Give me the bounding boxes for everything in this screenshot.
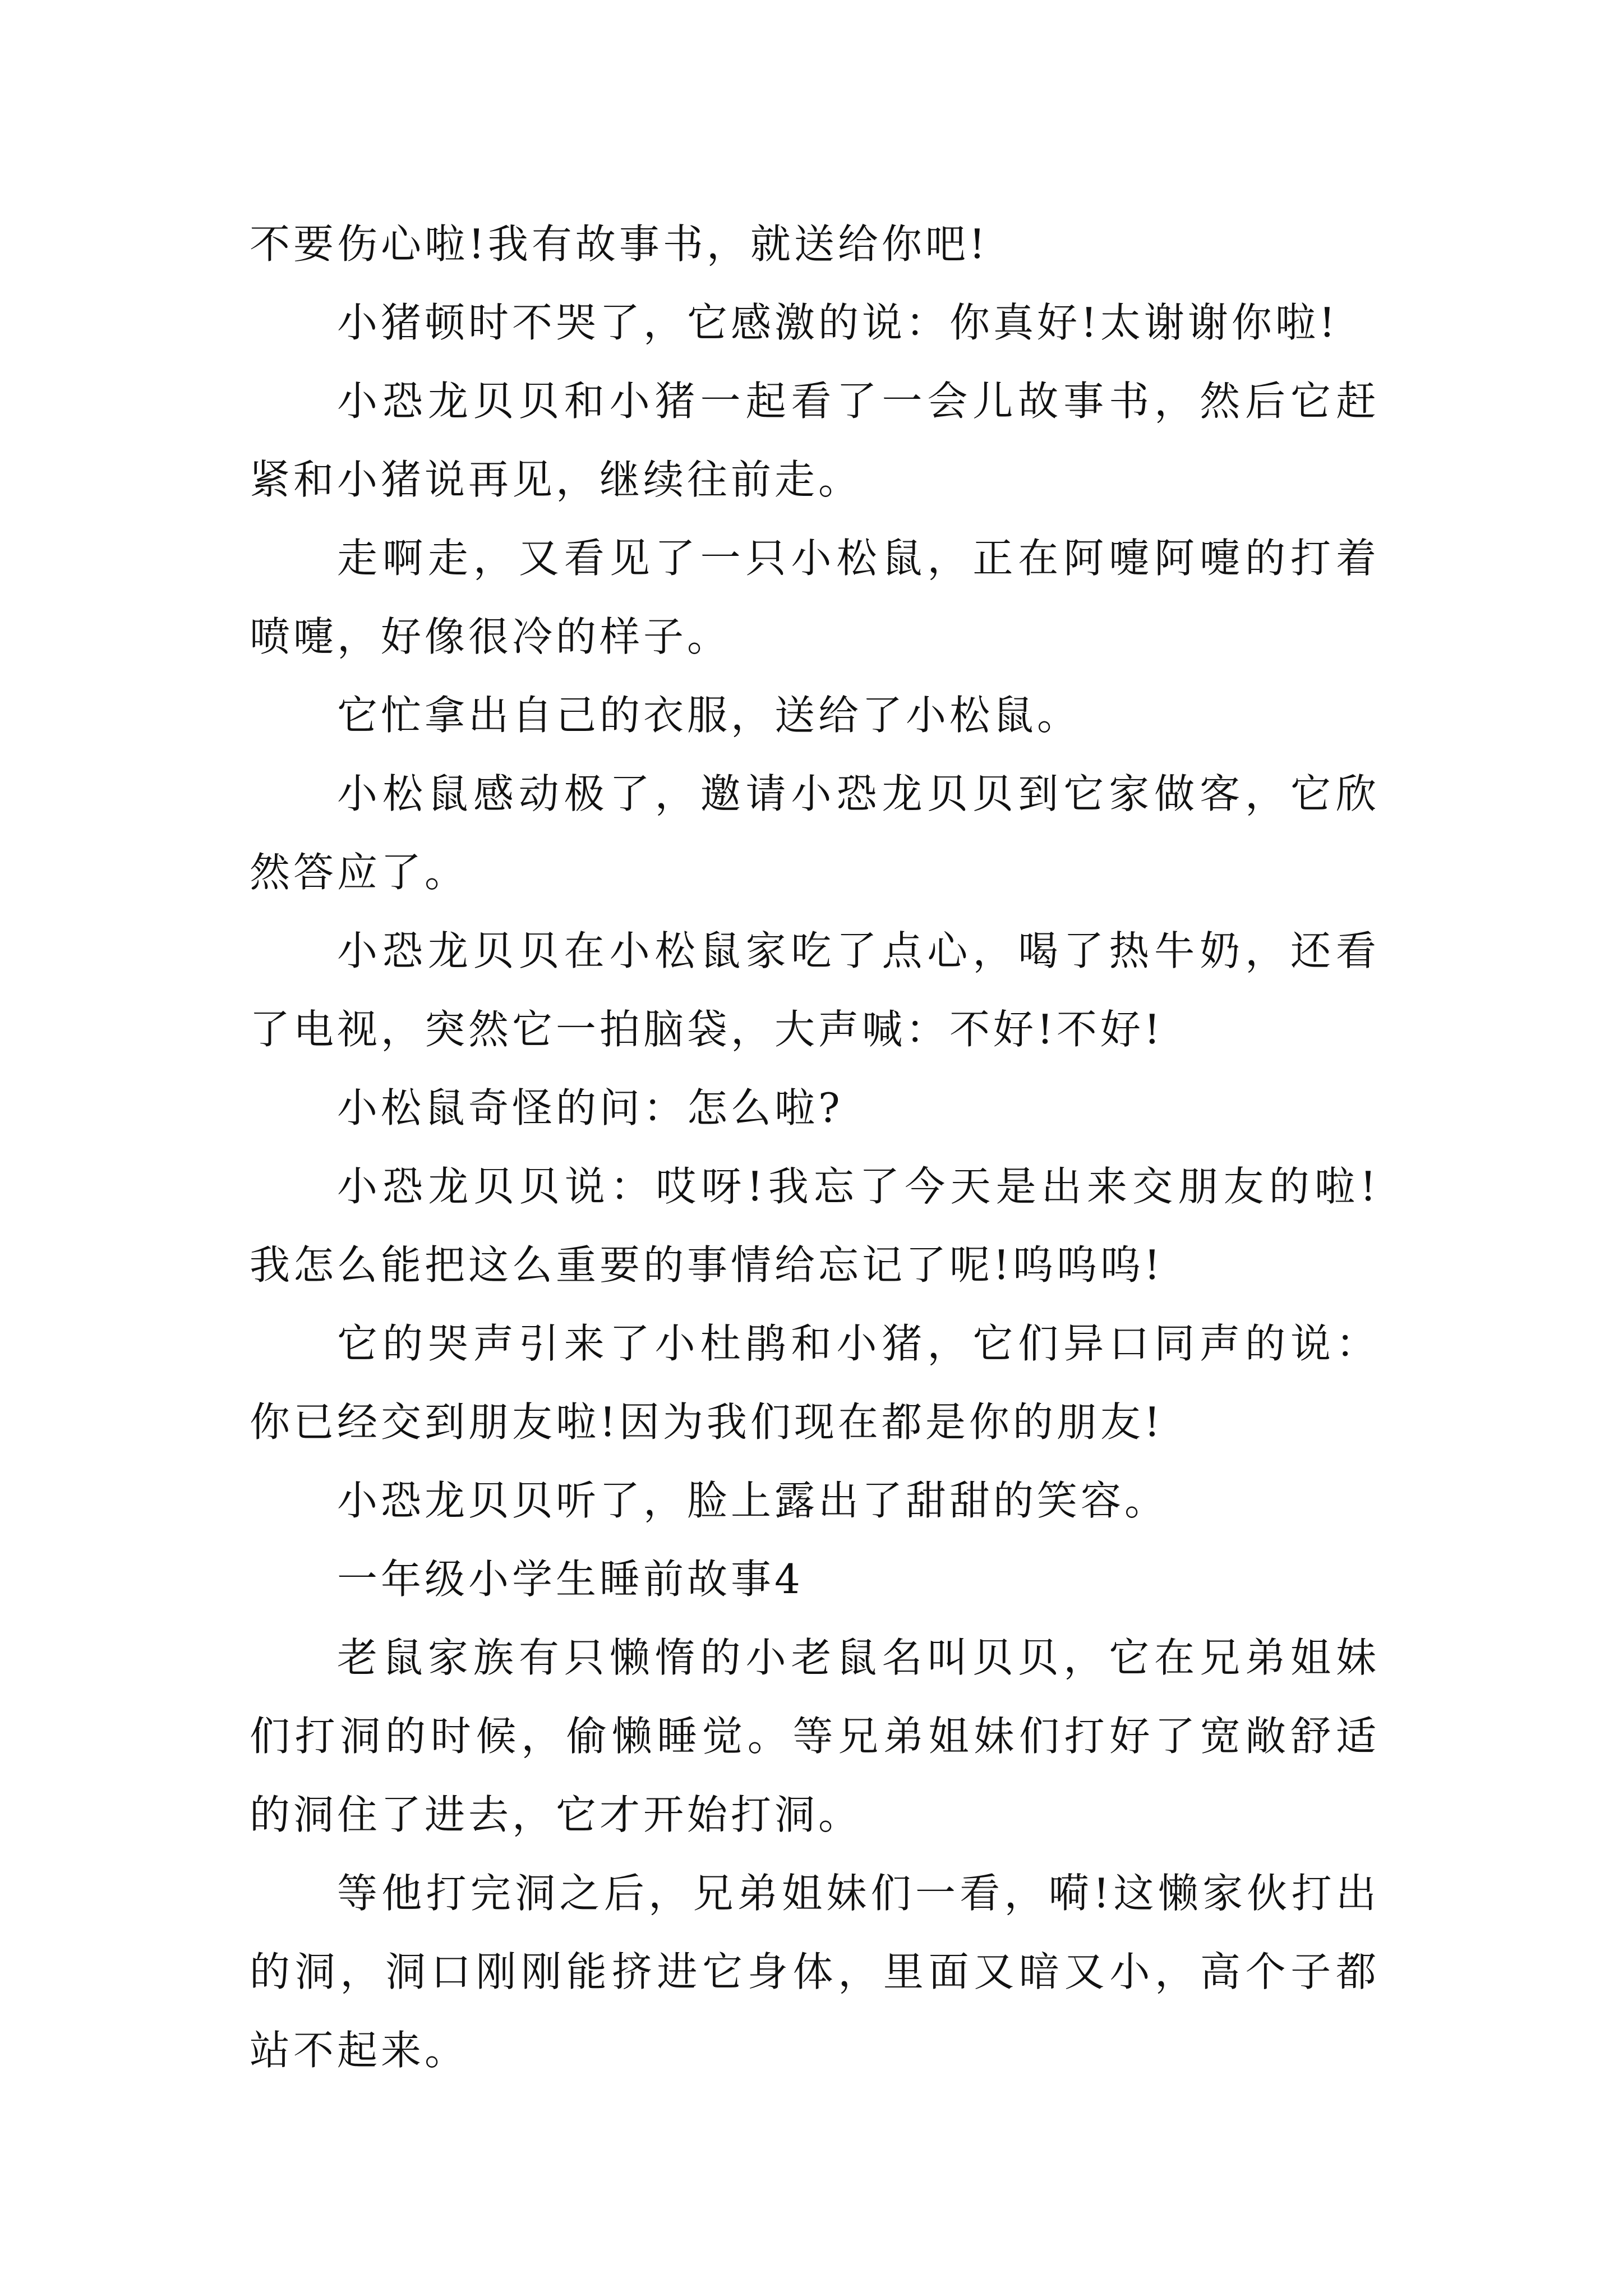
paragraph: 不要伤心啦!我有故事书，就送给你吧! — [250, 220, 989, 268]
section-heading: 一年级小学生睡前故事4 — [337, 1556, 804, 1603]
paragraph: 老鼠家族有只懒惰的小老鼠名叫贝贝，它在兄弟姐妹们打洞的时候，偷懒睡觉。等兄弟姐妹们打好了宽敞舒适的洞住了进去，它才开始打洞。 — [250, 1634, 1380, 1838]
paragraph: 它忙拿出自己的衣服，送给了小松鼠。 — [337, 692, 1081, 739]
paragraph: 等他打完洞之后，兄弟姐妹们一看，嗬!这懒家伙打出的洞，洞口刚刚能挤进它身体，里面又暗又小，高个子都站不起来。 — [250, 1870, 1380, 2074]
paragraph: 小恐龙贝贝在小松鼠家吃了点心，喝了热牛奶，还看了电视，突然它一拍脑袋，大声喊：不好!不好! — [250, 927, 1380, 1053]
paragraph: 小猪顿时不哭了，它感激的说：你真好!太谢谢你啦! — [337, 299, 1339, 346]
document-body — [250, 205, 1380, 2090]
paragraph: 小恐龙贝贝说：哎呀!我忘了今天是出来交朋友的啦!我怎么能把这么重要的事情给忘记了呢!呜呜呜! — [250, 1163, 1380, 1289]
paragraph: 小松鼠感动极了，邀请小恐龙贝贝到它家做客，它欣然答应了。 — [250, 770, 1380, 896]
paragraph: 它的哭声引来了小杜鹃和小猪，它们异口同声的说：你已经交到朋友啦!因为我们现在都是你的朋友! — [250, 1320, 1380, 1446]
paragraph: 小恐龙贝贝听了，脸上露出了甜甜的笑容。 — [337, 1477, 1169, 1524]
paragraph: 小恐龙贝贝和小猪一起看了一会儿故事书，然后它赶紧和小猪说再见，继续往前走。 — [250, 378, 1380, 503]
paragraph: 走啊走，又看见了一只小松鼠，正在阿嚏阿嚏的打着喷嚏，好像很冷的样子。 — [250, 535, 1380, 660]
paragraph: 小松鼠奇怪的问：怎么啦? — [337, 1084, 843, 1131]
